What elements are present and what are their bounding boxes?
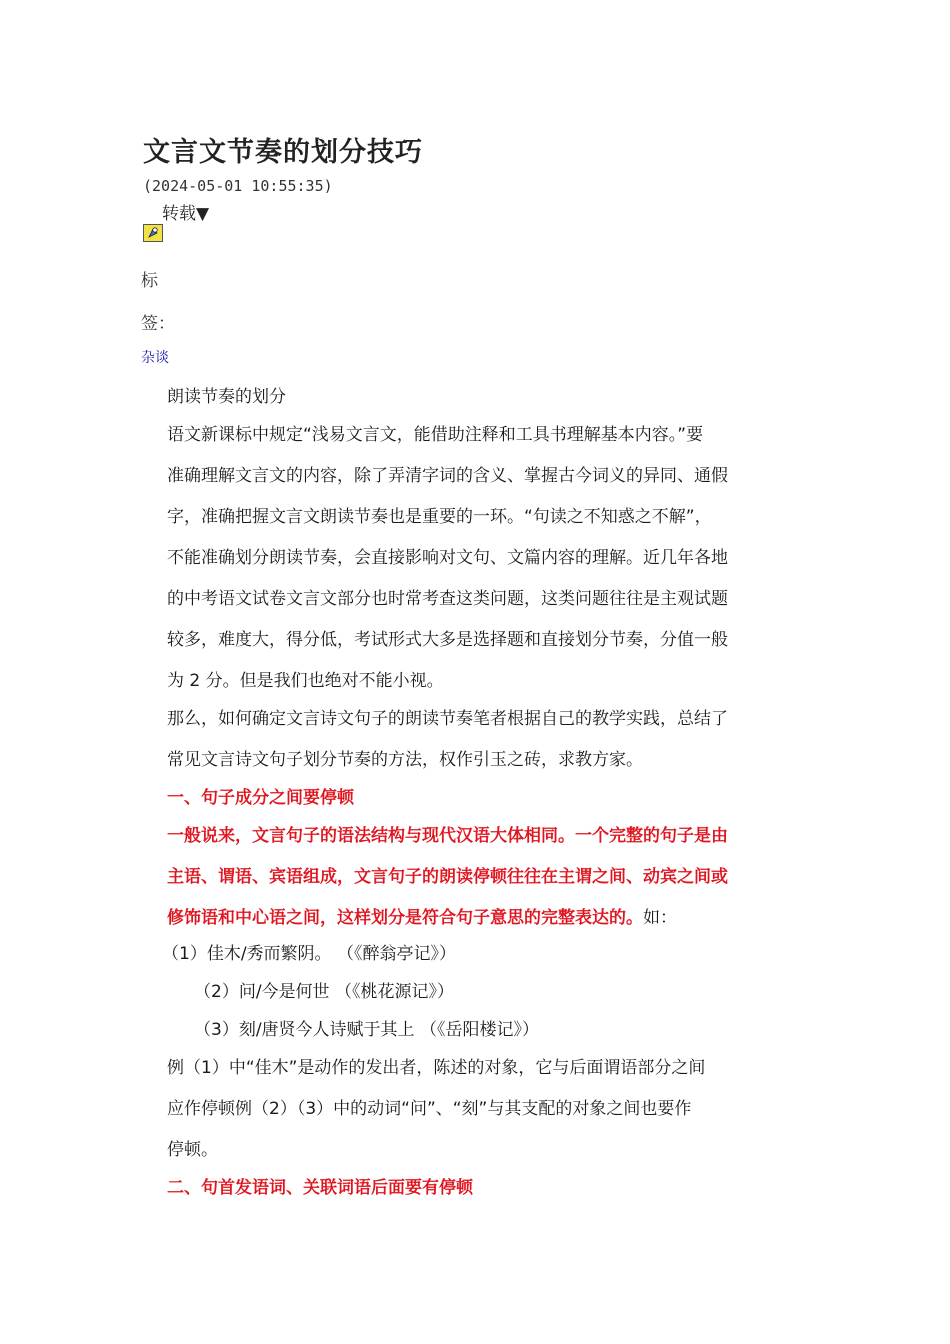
tags-label-colon: 签： [141, 314, 175, 334]
example-1: （1）佳木/秀而繁阴。 （《醉翁亭记》） [162, 944, 456, 964]
article-title: 文言文节奏的划分技巧 [143, 137, 423, 168]
paragraph-line: 准确理解文言文的内容，除了弄清字词的含义、掌握古今词义的异同、通假 [167, 466, 728, 486]
explanation-line: 例（1）中“佳木”是动作的发出者，陈述的对象，它与后面谓语部分之间 [167, 1058, 706, 1078]
share-icon[interactable] [143, 224, 163, 242]
tags-label: 标 [141, 271, 158, 291]
section-intro-title: 朗读节奏的划分 [167, 387, 286, 407]
emphasis-line-with-tail [167, 903, 677, 928]
paragraph-line: 为 2 分。但是我们也绝对不能小视。 [167, 671, 444, 691]
section-heading-1: 一、句子成分之间要停顿 [167, 788, 354, 808]
section-heading-2: 二、句首发语词、关联词语后面要有停顿 [167, 1178, 473, 1198]
emphasis-line: 一般说来，文言句子的语法结构与现代汉语大体相同。一个完整的句子是由 [167, 826, 728, 846]
explanation-line: 应作停顿例（2）（3）中的动词“问”、“刻”与其支配的对象之间也要作 [167, 1099, 692, 1119]
paragraph-line: 不能准确划分朗读节奏，会直接影响对文句、文篇内容的理解。近几年各地 [167, 548, 728, 568]
emphasis-text: 修饰语和中心语之间，这样划分是符合句子意思的完整表达的。 [167, 908, 643, 928]
repost-dropdown[interactable]: 转载▼ [162, 204, 210, 224]
paragraph-line: 语文新课标中规定“浅易文言文，能借助注释和工具书理解基本内容。”要 [167, 425, 704, 445]
article-timestamp: (2024-05-01 10:55:35) [143, 177, 333, 195]
paragraph-line: 的中考语文试卷文言文部分也时常考查这类问题，这类问题往往是主观试题 [167, 589, 728, 609]
paragraph-line: 字，准确把握文言文朗读节奏也是重要的一环。“句读之不知惑之不解”， [167, 507, 712, 527]
explanation-line: 停顿。 [167, 1140, 218, 1160]
example-3: （3）刻/唐贤今人诗赋于其上 （《岳阳楼记》） [194, 1020, 539, 1040]
paragraph-line: 那么，如何确定文言诗文句子的朗读节奏笔者根据自己的教学实践，总结了 [167, 709, 728, 729]
tag-link[interactable]: 杂谈 [141, 350, 169, 366]
emphasis-line: 主语、谓语、宾语组成，文言句子的朗读停顿往往在主谓之间、动宾之间或 [167, 867, 728, 887]
paragraph-line: 常见文言诗文句子划分节奏的方法，权作引玉之砖，求教方家。 [167, 750, 643, 770]
example-2: （2）问/今是何世 （《桃花源记》） [194, 982, 454, 1002]
example-intro: 如： [643, 908, 677, 928]
paragraph-line: 较多，难度大，得分低，考试形式大多是选择题和直接划分节奏，分值一般 [167, 630, 728, 650]
